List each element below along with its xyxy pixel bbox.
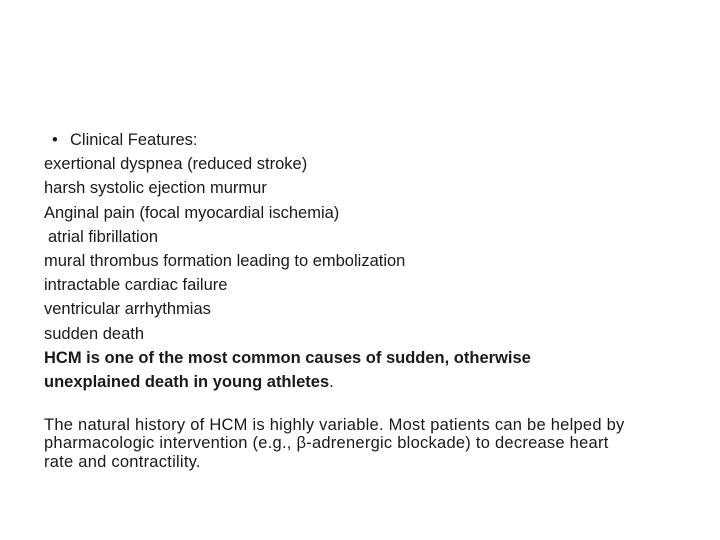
feature-item: harsh systolic ejection murmur (44, 179, 267, 198)
emphasis-line: HCM is one of the most common causes of sudden, otherwise (44, 348, 531, 367)
feature-item: exertional dyspnea (reduced stroke) (44, 155, 308, 174)
feature-item: Anginal pain (focal myocardial ischemia) (44, 203, 340, 222)
feature-item: ventricular arrhythmias (44, 300, 211, 319)
emphasis-period: . (329, 373, 334, 392)
clinical-features-block (44, 128, 684, 394)
emphasis-line (44, 370, 684, 394)
bullet-heading-line (44, 128, 684, 152)
emphasis-text: unexplained death in young athletes (44, 373, 330, 392)
clinical-features-heading: Clinical Features: (70, 131, 198, 149)
history-line: The natural history of HCM is highly variable. Most patients can be helped by (44, 416, 625, 434)
feature-item: mural thrombus formation leading to embolization (44, 252, 406, 271)
history-line: pharmacologic intervention (e.g., β-adrenergic blockade) to decrease heart (44, 434, 609, 453)
feature-item: atrial fibrillation (48, 227, 159, 246)
history-line: rate and contractility. (44, 452, 201, 471)
natural-history-paragraph (44, 416, 684, 471)
bullet-icon: • (52, 131, 58, 149)
feature-item: intractable cardiac failure (44, 276, 228, 295)
feature-item: sudden death (44, 324, 145, 343)
